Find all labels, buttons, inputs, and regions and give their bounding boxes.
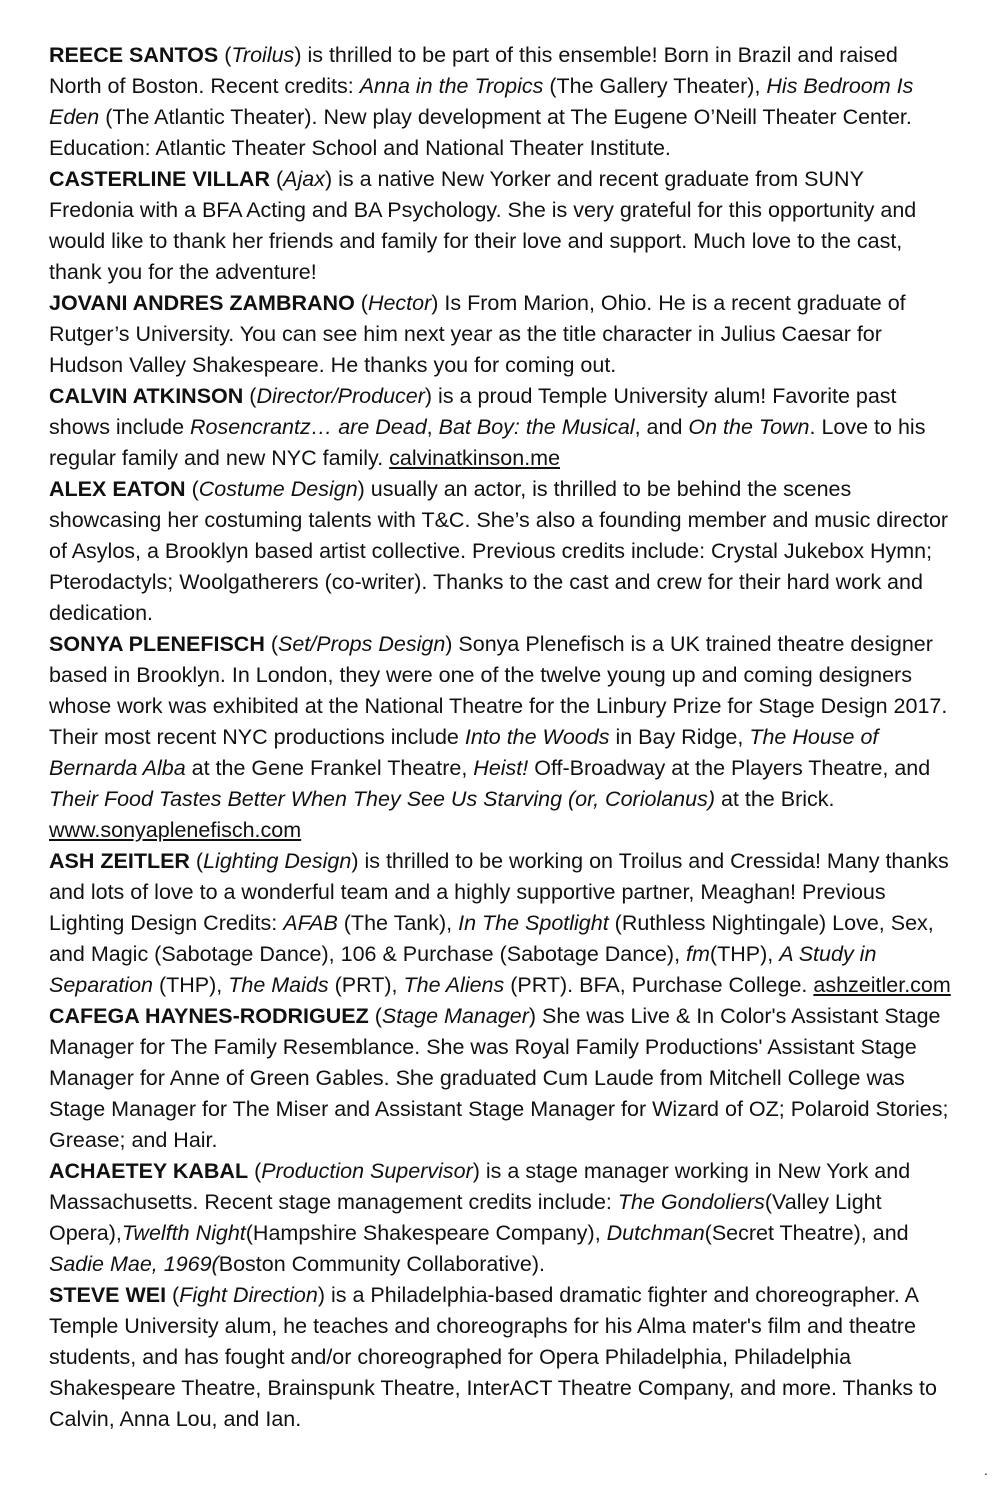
bio-text: ) is a stage manager working in New York and Massachusetts. Recent stage management credits include:	[49, 1159, 911, 1214]
italic-title: The Aliens	[403, 973, 505, 997]
italic-title: Production Supervisor	[261, 1159, 473, 1183]
bio-text: ) is a Philadelphia-based dramatic fighter and choreographer. A Temple University alum, he teaches and choreographs for his Alma mater's film and theatre students, and has fought and/or choreographed for Opera Philadelphia, Philadelphia Shakespeare Theatre, Brainspunk Theatre, InterACT Theatre Company, and more. Thanks to Calvin, Anna Lou, and Ian.	[49, 1283, 937, 1431]
italic-title: Stage Manager	[381, 1004, 529, 1028]
bio-text: (The Gallery Theater),	[543, 74, 767, 98]
bio-text: ) Is From Marion, Ohio. He is a recent graduate of Rutger’s University. You can see him next year as the title character in Julius Caesar for Hudson Valley Shakespeare. He thanks you for coming out.	[49, 291, 906, 377]
italic-title: Dutchman	[606, 1221, 705, 1245]
bio-name: CAFEGA HAYNES-RODRIGUEZ	[49, 1004, 369, 1028]
website-link[interactable]: calvinatkinson.me	[389, 446, 561, 470]
website-link[interactable]: www.sonyaplenefisch.com	[49, 818, 302, 842]
italic-title: Rosencrantz… are Dead	[190, 415, 427, 439]
italic-title: Heist!	[473, 756, 529, 780]
bio-paragraph	[49, 1001, 954, 1156]
bio-paragraph	[49, 1280, 954, 1435]
bio-text: (	[185, 477, 199, 501]
bio-text: (	[248, 1159, 262, 1183]
italic-title: Hector	[367, 291, 432, 315]
italic-title: Set/Props Design	[277, 632, 446, 656]
bio-text: ) Sonya Plenefisch is a UK trained theatre designer based in Brooklyn. In London, they were one of the twelve young up and coming designers whose work was exhibited at the National Theatre for the Linbury Prize for Stage Design 2017. Their most recent NYC productions include	[49, 632, 948, 749]
bio-text: ) is thrilled to be working on Troilus and Cressida! Many thanks and lots of love to a wonderful team and a highly supportive partner, Meaghan! Previous Lighting Design Credits:	[49, 849, 949, 935]
bio-text: (	[354, 291, 368, 315]
bio-text: (Ruthless Nightingale) Love, Sex, and Magic (Sabotage Dance), 106 & Purchase (Sabotage Dance),	[49, 911, 934, 966]
italic-title: Costume Design	[198, 477, 358, 501]
bio-paragraph	[49, 474, 954, 629]
bio-name: REECE SANTOS	[49, 43, 219, 67]
italic-title: On the Town	[688, 415, 810, 439]
italic-title: Director/Producer	[256, 384, 425, 408]
italic-title: Troilus	[231, 43, 295, 67]
bio-text: (	[269, 167, 284, 191]
trailing-mark: .	[984, 1462, 988, 1478]
bio-name: ASH ZEITLER	[49, 849, 190, 873]
bio-text: ) is thrilled to be part of this ensemble! Born in Brazil and raised North of Boston. Recent credits:	[49, 43, 898, 98]
italic-title: Sadie Mae, 1969(	[49, 1252, 219, 1276]
bio-paragraph	[49, 629, 954, 846]
italic-title: The Maids	[228, 973, 329, 997]
bio-name: CALVIN ATKINSON	[49, 384, 244, 408]
bio-text: ) is a native New Yorker and recent graduate from SUNY Fredonia with a BFA Acting and BA Psychology. She is very grateful for this opportunity and would like to thank her friends and family for their love and support. Much love to the cast, thank you for the adventure!	[49, 167, 917, 284]
bio-text: ,	[426, 415, 439, 439]
bio-text: Off-Broadway at the Players Theatre, and	[528, 756, 931, 780]
bio-paragraph	[49, 1156, 954, 1280]
italic-title: Ajax	[283, 167, 325, 191]
bio-paragraph	[49, 164, 954, 288]
bio-text: at the Brick.	[715, 787, 835, 811]
italic-title: Anna in the Tropics	[359, 74, 544, 98]
italic-title: Their Food Tastes Better When They See Us Starving (or, Coriolanus)	[49, 787, 715, 811]
italic-title: AFAB	[283, 911, 338, 935]
bio-text: (	[368, 1004, 382, 1028]
website-link[interactable]: ashzeitler.com	[813, 973, 951, 997]
bio-name: JOVANI ANDRES ZAMBRANO	[49, 291, 355, 315]
bio-text: (The Atlantic Theater). New play development at The Eugene O’Neill Theater Center. Education: Atlantic Theater School and National Theater Institute.	[49, 105, 912, 160]
bio-paragraph	[49, 846, 954, 1001]
bio-text: (	[189, 849, 204, 873]
bio-paragraph	[49, 288, 954, 381]
bio-text: (	[264, 632, 278, 656]
bio-text: (THP),	[153, 973, 229, 997]
bio-text: Boston Community Collaborative).	[218, 1252, 545, 1276]
italic-title: His Bedroom Is Eden	[49, 74, 914, 129]
italic-title: Twelfth Night	[121, 1221, 246, 1245]
italic-title: Into the Woods	[464, 725, 610, 749]
bio-text: (	[218, 43, 232, 67]
bio-name: ALEX EATON	[49, 477, 186, 501]
italic-title: Lighting Design	[203, 849, 352, 873]
bio-text: in Bay Ridge,	[609, 725, 750, 749]
bio-text: ) is a proud Temple University alum! Favorite past shows include	[49, 384, 897, 439]
bio-text: (	[166, 1283, 180, 1307]
bio-paragraph	[49, 381, 954, 474]
bio-text: . Love to his regular family and new NYC family.	[49, 415, 926, 470]
italic-title: Fight Direction	[179, 1283, 318, 1307]
bio-paragraph	[49, 40, 954, 164]
bio-name: CASTERLINE VILLAR	[49, 167, 270, 191]
bio-list	[49, 40, 954, 1435]
bio-text: (Valley Light Opera),	[49, 1190, 882, 1245]
bio-name: SONYA PLENEFISCH	[49, 632, 265, 656]
bio-text: ) She was Live & In Color's Assistant Stage Manager for The Family Resemblance. She was Royal Family Productions' Assistant Stage Manager for Anne of Green Gables. She graduated Cum Laude from Mitchell College was Stage Manager for The Miser and Assistant Stage Manager for Wizard of OZ; Polaroid Stories; Grease; and Hair.	[49, 1004, 949, 1152]
bio-text: ) usually an actor, is thrilled to be behind the scenes showcasing her costuming talents with T&C. She’s also a founding member and music director of Asylos, a Brooklyn based artist collective. Previous credits include: Crystal Jukebox Hymn; Pterodactyls; Woolgatherers (co-writer). Thanks to the cast and crew for their hard work and dedication.	[49, 477, 949, 625]
bio-name: ACHAETEY KABAL	[49, 1159, 249, 1183]
italic-title: fm	[686, 942, 710, 966]
bio-text: (The Tank),	[337, 911, 459, 935]
bio-text: (	[243, 384, 257, 408]
bio-text: (PRT). BFA, Purchase College.	[504, 973, 814, 997]
bio-text: (THP),	[709, 942, 780, 966]
italic-title: A Study in Separation	[49, 942, 877, 997]
bio-text: at the Gene Frankel Theatre,	[185, 756, 474, 780]
bio-text: (Hampshire Shakespeare Company),	[245, 1221, 607, 1245]
italic-title: The Gondoliers	[617, 1190, 765, 1214]
italic-title: The House of Bernarda Alba	[49, 725, 879, 780]
bio-text: (PRT),	[328, 973, 404, 997]
bio-text: , and	[634, 415, 689, 439]
bio-name: STEVE WEI	[49, 1283, 167, 1307]
italic-title: Bat Boy: the Musical	[438, 415, 635, 439]
bio-text: (Secret Theatre), and	[704, 1221, 909, 1245]
italic-title: In The Spotlight	[458, 911, 609, 935]
